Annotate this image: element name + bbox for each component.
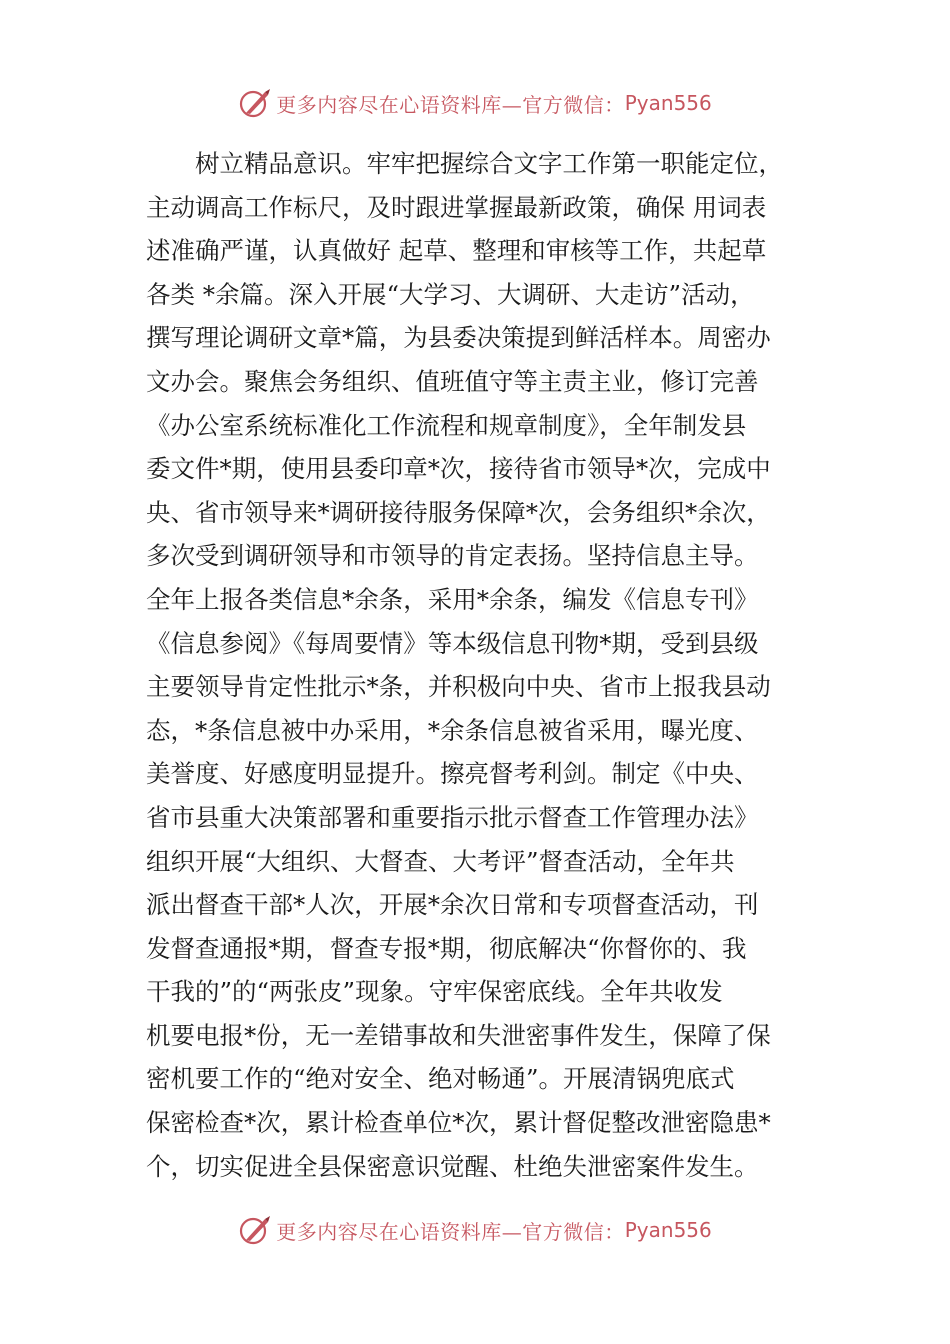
text-line: 派出督查干部*人次，开展*余次日常和专项督查活动，刊	[146, 890, 759, 920]
text-line: 多次受到调研领导和市领导的肯定表扬。坚持信息主导。	[146, 541, 759, 571]
text-line: 央、省市领导来*调研接待服务保障*次，会务组织*余次，	[146, 497, 771, 527]
text-line: 全年上报各类信息*余条，采用*余条，编发《信息专刊》	[146, 584, 759, 614]
text-line: 个，切实促进全县保密意识觉醒、杜绝失泄密案件发生。	[146, 1151, 759, 1181]
banner-wechat-id: Pyan556	[624, 91, 712, 115]
banner-text: 更多内容尽在心语资料库—官方微信：	[276, 92, 625, 117]
banner-wechat-id: Pyan556	[624, 1218, 712, 1242]
text-line: 发督查通报*期，督查专报*期，彻底解决“你督你的、我	[146, 933, 747, 963]
text-line: 委文件*期，使用县委印章*次，接待省市领导*次，完成中	[146, 454, 771, 484]
text-line: 保密检查*次，累计检查单位*次，累计督促整改泄密隐患*	[146, 1108, 771, 1138]
text-line: 《办公室系统标准化工作流程和规章制度》，全年制发县	[146, 410, 747, 440]
text-line: 树立精品意识。牢牢把握综合文字工作第一职能定位，	[195, 149, 783, 178]
text-line: 组织开展“大组织、大督查、大考评”督查活动，全年共	[146, 846, 735, 876]
text-line: 撰写理论调研文章*篇，为县委决策提到鲜活样本。周密办	[146, 323, 771, 353]
text-line: 态，*条信息被中办采用，*余条信息被省采用，曝光度、	[146, 715, 759, 745]
text-line: 密机要工作的“绝对安全、绝对畅通”。开展清锅兜底式	[146, 1064, 735, 1094]
text-line: 主要领导肯定性批示*条，并积极向中央、省市上报我县动	[146, 672, 771, 702]
text-line: 美誉度、好感度明显提升。擦亮督考利剑。制定《中央、	[146, 759, 759, 789]
text-line: 机要电报*份，无一差错事故和失泄密事件发生，保障了保	[146, 1020, 771, 1050]
footer-watermark-banner	[0, 1210, 950, 1250]
document-body	[146, 142, 814, 1188]
text-line: 述准确严谨，认真做好 起草、整理和审核等工作，共起草	[146, 236, 767, 266]
quill-logo-icon	[238, 86, 272, 120]
banner-text: 更多内容尽在心语资料库—官方微信：	[276, 1219, 625, 1244]
text-line: 主动调高工作标尺，及时跟进掌握最新政策，确保 用词表	[146, 192, 767, 222]
text-line: 省市县重大决策部署和重要指示批示督查工作管理办法》	[146, 802, 759, 832]
text-line: 文办会。聚焦会务组织、值班值守等主责主业，修订完善	[146, 366, 759, 396]
text-line: 干我的”的“两张皮”现象。守牢保密底线。全年共收发	[146, 977, 723, 1007]
quill-logo-icon	[238, 1213, 272, 1247]
header-watermark-banner	[0, 83, 950, 123]
text-line: 《信息参阅》《每周要情》等本级信息刊物*期，受到县级	[146, 628, 759, 658]
text-line: 各类 *余篇。深入开展“大学习、大调研、大走访”活动，	[146, 279, 755, 309]
